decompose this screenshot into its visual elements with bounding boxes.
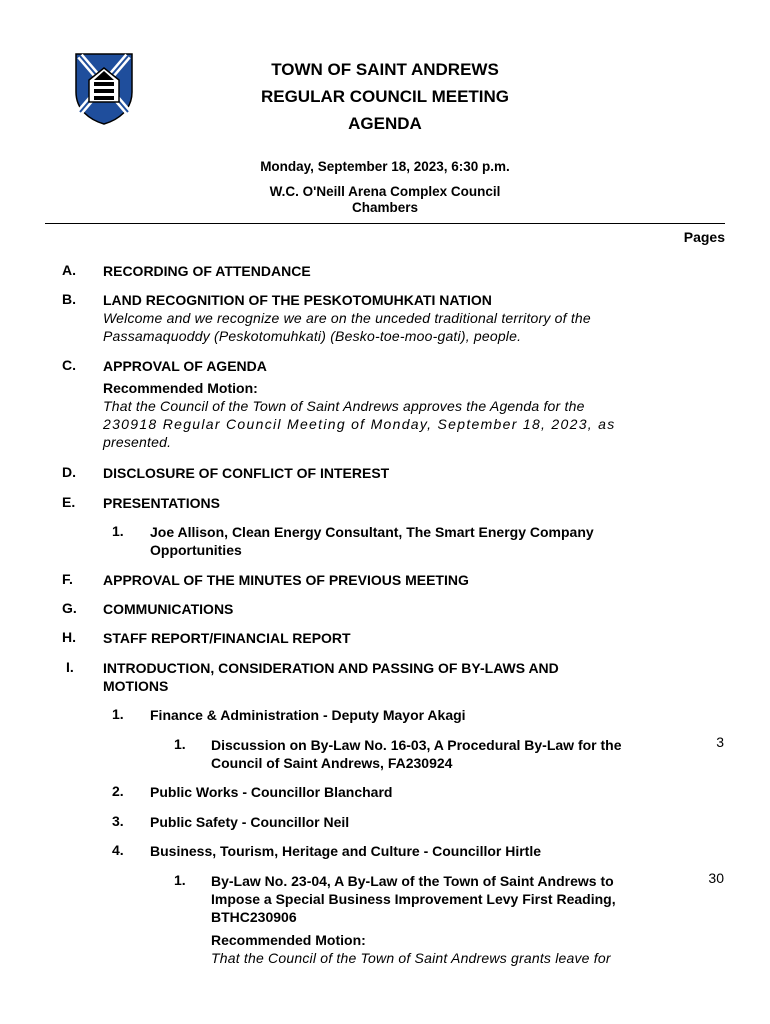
- title-line-2: REGULAR COUNCIL MEETING: [260, 87, 510, 106]
- section-title-g: COMMUNICATIONS: [103, 601, 234, 617]
- page-number-item-1: 3: [716, 734, 724, 750]
- land-recognition-line-1: Welcome and we recognize we are on the unceded traditional territory of the: [103, 310, 591, 326]
- subsection-1-title: Finance & Administration - Deputy Mayor Akagi: [150, 707, 466, 723]
- document-title: [0, 56, 770, 137]
- pages-column-header: Pages: [683, 229, 725, 245]
- presentation-1-line-1: Joe Allison, Clean Energy Consultant, The Smart Energy Company: [150, 524, 594, 540]
- section-label-d: D.: [62, 464, 76, 480]
- subsection-3-title: Public Safety - Councillor Neil: [150, 814, 350, 830]
- section-label-e: E.: [62, 494, 76, 510]
- section-title-f: APPROVAL OF THE MINUTES OF PREVIOUS MEETING: [103, 572, 469, 588]
- land-recognition-line-2: Passamaquoddy (Peskotomuhkati) (Besko-toe-moo-gati), people.: [103, 328, 522, 344]
- header-divider: [45, 223, 725, 224]
- title-line-1: TOWN OF SAINT ANDREWS: [271, 60, 499, 79]
- subsection-4-item-1-line-3: BTHC230906: [211, 909, 297, 925]
- subsection-4-item-1-number: 1.: [174, 872, 186, 888]
- subsection-4-item-1-line-2: Impose a Special Business Improvement Levy First Reading,: [211, 891, 616, 907]
- title-line-3: AGENDA: [348, 114, 422, 133]
- motion-heading-c: Recommended Motion:: [103, 380, 258, 396]
- subsection-1-item-1-line-2: Council of Saint Andrews, FA230924: [211, 755, 453, 771]
- meeting-location: [0, 184, 770, 216]
- section-label-a: A.: [62, 262, 76, 278]
- subsection-1-item-1: [211, 736, 622, 772]
- subsection-4-number: 4.: [112, 842, 124, 858]
- section-label-g: G.: [62, 600, 77, 616]
- section-title-b: LAND RECOGNITION OF THE PESKOTOMUHKATI NATION: [103, 292, 492, 308]
- motion-c-line-1: That the Council of the Town of Saint Andrews approves the Agenda for the: [103, 398, 585, 414]
- subsection-1-item-1-number: 1.: [174, 736, 186, 752]
- subsection-4-item-1-line-1: By-Law No. 23-04, A By-Law of the Town of Saint Andrews to: [211, 873, 614, 889]
- subsection-2-number: 2.: [112, 783, 124, 799]
- presentation-1: [150, 523, 594, 559]
- location-line-1: W.C. O'Neill Arena Complex Council: [269, 184, 501, 199]
- section-title-i: [103, 659, 559, 695]
- subsection-4-item-1: [211, 872, 616, 967]
- subsection-4-title: Business, Tourism, Heritage and Culture - Councillor Hirtle: [150, 843, 542, 859]
- motion-bylaw-line-1: That the Council of the Town of Saint Andrews grants leave for: [211, 950, 611, 966]
- presentation-1-number: 1.: [112, 523, 124, 539]
- motion-c-line-3: presented.: [103, 434, 172, 450]
- section-c: [103, 357, 616, 451]
- meeting-date: Monday, September 18, 2023, 6:30 p.m.: [260, 159, 510, 174]
- page-number-bylaw: 30: [708, 870, 724, 886]
- section-label-b: B.: [62, 291, 76, 307]
- section-label-i: I.: [66, 659, 74, 675]
- section-title-e: PRESENTATIONS: [103, 495, 220, 511]
- section-label-c: C.: [62, 357, 76, 373]
- presentation-1-line-2: Opportunities: [150, 542, 242, 558]
- subsection-1-number: 1.: [112, 706, 124, 722]
- location-line-2: Chambers: [351, 200, 419, 215]
- subsection-3-number: 3.: [112, 813, 124, 829]
- section-label-f: F.: [62, 571, 73, 587]
- section-title-h: STAFF REPORT/FINANCIAL REPORT: [103, 630, 351, 646]
- section-b: [103, 291, 591, 345]
- section-title-d: DISCLOSURE OF CONFLICT OF INTEREST: [103, 465, 390, 481]
- motion-heading-bylaw: Recommended Motion:: [211, 932, 366, 948]
- section-title-c: APPROVAL OF AGENDA: [103, 358, 267, 374]
- section-title-a: RECORDING OF ATTENDANCE: [103, 263, 311, 279]
- subsection-2-title: Public Works - Councillor Blanchard: [150, 784, 393, 800]
- motion-c-line-2: 230918 Regular Council Meeting of Monday, September 18, 2023, as: [103, 416, 616, 432]
- subsection-1-item-1-line-1: Discussion on By-Law No. 16-03, A Procedural By-Law for the: [211, 737, 622, 753]
- section-title-i-line-2: MOTIONS: [103, 678, 169, 694]
- section-label-h: H.: [62, 629, 76, 645]
- section-title-i-line-1: INTRODUCTION, CONSIDERATION AND PASSING OF BY-LAWS AND: [103, 660, 559, 676]
